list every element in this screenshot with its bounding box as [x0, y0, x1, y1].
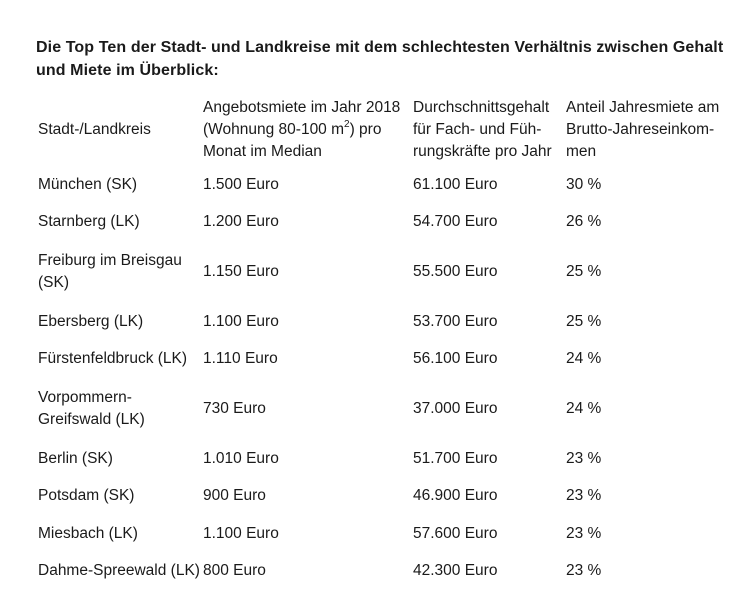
- cell-rent: 900 Euro: [203, 478, 413, 516]
- cell-region: Berlin (SK): [36, 440, 203, 478]
- cell-region: Starnberg (LK): [36, 204, 203, 242]
- cell-salary: 61.100 Euro: [413, 166, 566, 204]
- table-row: [36, 341, 726, 379]
- cell-share: 23 %: [566, 440, 726, 478]
- cell-salary: 55.500 Euro: [413, 241, 566, 303]
- cell-share: 24 %: [566, 341, 726, 379]
- table-row: [36, 166, 726, 204]
- cell-salary: 46.900 Euro: [413, 478, 566, 516]
- cell-rent: 1.010 Euro: [203, 440, 413, 478]
- table-header-row: [36, 94, 726, 166]
- table-row: [36, 478, 726, 516]
- table-row: [36, 553, 726, 590]
- cell-rent: 1.150 Euro: [203, 241, 413, 303]
- cell-share: 23 %: [566, 478, 726, 516]
- table-row: [36, 378, 726, 440]
- article-section: [36, 36, 736, 590]
- cell-share: 25 %: [566, 303, 726, 341]
- cell-salary: 53.700 Euro: [413, 303, 566, 341]
- cell-share: 23 %: [566, 515, 726, 553]
- table-row: [36, 440, 726, 478]
- cell-share: 30 %: [566, 166, 726, 204]
- cell-region: Vorpommern- Greifswald (LK): [36, 378, 203, 440]
- cell-region: Dahme-Spreewald (LK): [36, 553, 203, 590]
- table-heading-line2: und Miete im Überblick:: [36, 62, 219, 79]
- table-row: [36, 241, 726, 303]
- cell-rent: 800 Euro: [203, 553, 413, 590]
- cell-region: Freiburg im Breisgau (SK): [36, 241, 203, 303]
- cell-rent: 1.200 Euro: [203, 204, 413, 242]
- table-heading-line1: Die Top Ten der Stadt- und Landkreise mit dem schlechtesten Verhältnis zwischen Gehalt: [36, 39, 723, 56]
- cell-region: Potsdam (SK): [36, 478, 203, 516]
- cell-salary: 42.300 Euro: [413, 553, 566, 590]
- header-region: Stadt-/Landkreis: [36, 94, 203, 166]
- table-row: [36, 515, 726, 553]
- cell-region: Miesbach (LK): [36, 515, 203, 553]
- cell-rent: 1.100 Euro: [203, 515, 413, 553]
- cell-rent: 1.100 Euro: [203, 303, 413, 341]
- rent-salary-table: [36, 94, 726, 590]
- cell-rent: 730 Euro: [203, 378, 413, 440]
- cell-rent: 1.110 Euro: [203, 341, 413, 379]
- cell-region: Fürstenfeldbruck (LK): [36, 341, 203, 379]
- cell-share: 26 %: [566, 204, 726, 242]
- cell-salary: 51.700 Euro: [413, 440, 566, 478]
- cell-region: Ebersberg (LK): [36, 303, 203, 341]
- cell-share: 23 %: [566, 553, 726, 590]
- cell-region: München (SK): [36, 166, 203, 204]
- header-share: Anteil Jahresmiete am Brutto-Jahreseinkom- men: [566, 94, 726, 166]
- cell-rent: 1.500 Euro: [203, 166, 413, 204]
- table-row: [36, 204, 726, 242]
- cell-salary: 37.000 Euro: [413, 378, 566, 440]
- table-row: [36, 303, 726, 341]
- table-heading: [36, 36, 736, 82]
- cell-share: 24 %: [566, 378, 726, 440]
- header-rent: Angebotsmiete im Jahr 2018 (Wohnung 80-100 $m^2$) pro Monat im Median: [203, 94, 413, 166]
- cell-share: 25 %: [566, 241, 726, 303]
- cell-salary: 57.600 Euro: [413, 515, 566, 553]
- cell-salary: 54.700 Euro: [413, 204, 566, 242]
- cell-salary: 56.100 Euro: [413, 341, 566, 379]
- header-salary: Durchschnittsgehalt für Fach- und Füh- rungskräfte pro Jahr: [413, 94, 566, 166]
